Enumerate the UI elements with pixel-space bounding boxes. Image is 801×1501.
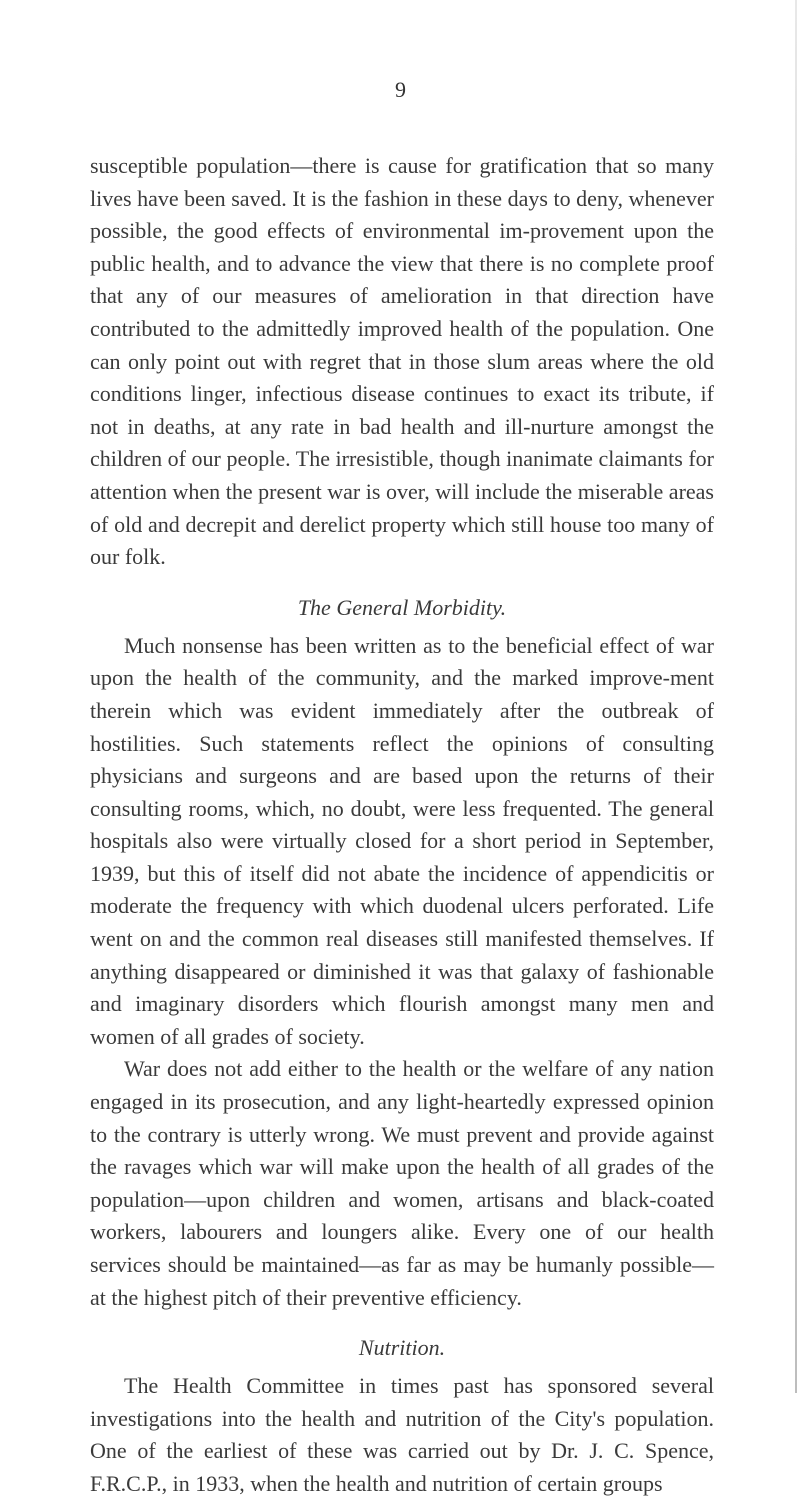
page-binding-edge bbox=[795, 0, 797, 1393]
heading-nutrition: Nutrition. bbox=[358, 1335, 446, 1361]
paragraph-nutrition-investigations: The Health Committee in times past has sponsored several investigations into the health and nutrition of the City's population. One of the earliest of these was carried out by Dr. J. C. Spence, F.R.C.P., in 1933, when the health and nutrition of certain groups bbox=[90, 1373, 714, 1496]
paragraph-slum-areas: susceptible population—there is cause for gratification that so many lives have been saved. It is the fashion in these days to deny, whenever possible, the good effects of environmental im-provement upon the public health, and to advance the view that there is no complete proof that any of our measures of amelioration in that direction have contributed to the admittedly improved health of the population. One can only point out with regret that in those slum areas where the old conditions linger, infectious disease continues to exact its tribute, if not in deaths, at any rate in bad health and ill-nurture amongst the children of our people. The irresistible, though inanimate claimants for attention when the present war is over, will include the miserable areas of old and decrepit and derelict property which still house too many of our folk. bbox=[90, 153, 714, 570]
heading-general-morbidity: The General Morbidity. bbox=[297, 594, 507, 620]
page-number: 9 bbox=[395, 77, 406, 102]
paragraph-health-services: War does not add either to the health or the welfare of any nation engaged in its prosecution, and any light-heartedly expressed opinion to the contrary is utterly wrong. We must prevent and provide against the ravages which war will make upon the health of all grades of the population—upon children and women, artisans and black-coated workers, labourers and loungers alike. Every one of our health services should be maintained—as far as may be humanly possible—at the highest pitch of their preventive efficiency. bbox=[90, 1056, 714, 1310]
body-text bbox=[90, 150, 714, 1501]
paragraph-war-and-health: Much nonsense has been written as to the beneficial effect of war upon the health of the community, and the marked improve-ment therein which was evident immediately after the outbreak of hostilities. Such statements reflect the opinions of consulting physicians and surgeons and are based upon the returns of their consulting rooms, which, no doubt, were less frequented. The general hospitals also were virtually closed for a short period in September, 1939, but this of itself did not abate the incidence of appendicitis or moderate the frequency with which duodenal ulcers perforated. Life went on and the common real diseases still manifested themselves. If anything disappeared or diminished it was that galaxy of fashionable and imaginary disorders which flourish amongst many men and women of all grades of society. bbox=[90, 632, 714, 1049]
